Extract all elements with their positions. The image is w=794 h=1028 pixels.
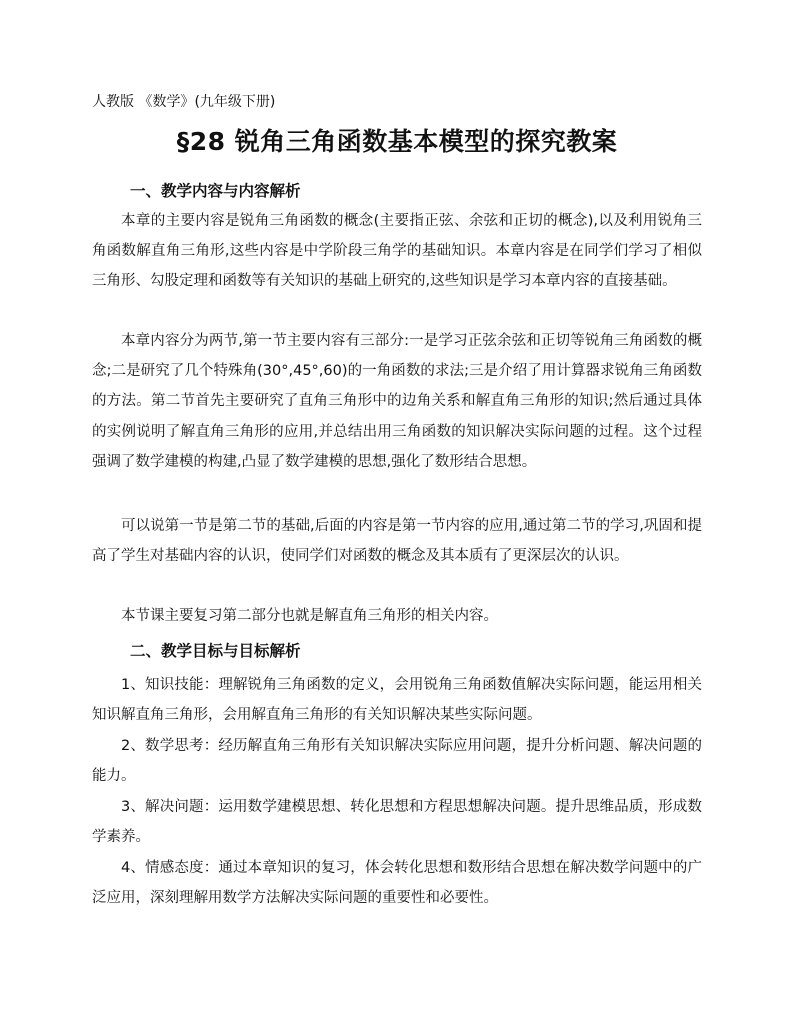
goal-item-problem-solving: 3、解决问题：运用数学建模思想、转化思想和方程思想解决问题。提升思维品质，形成数学素养。	[92, 799, 702, 846]
paragraph-content-intro: 本章的主要内容是锐角三角函数的概念(主要指正弦、余弦和正切的概念),以及利用锐角三角函数解直角三角形,这些内容是中学阶段三角学的基础知识。本章内容是在同学们学习了相似三角形、勾股定理和函数等有关知识的基础上研究的,这些知识是学习本章内容的直接基础。	[92, 213, 702, 290]
page-title: §28 锐角三角函数基本模型的探究教案	[176, 127, 618, 156]
goal-item-attitude: 4、情感态度：通过本章知识的复习，体会转化思想和数形结合思想在解决数学问题中的广泛应用，深刻理解用数学方法解决实际问题的重要性和必要性。	[92, 860, 702, 907]
paragraph-content-relation: 可以说第一节是第二节的基础,后面的内容是第一节内容的应用,通过第二节的学习,巩固和提高了学生对基础内容的认识，使同学们对函数的概念及其本质有了更深层次的认识。	[92, 518, 702, 565]
section-heading-goals: 二、教学目标与目标解析	[130, 642, 301, 660]
section-heading-content: 一、教学内容与内容解析	[130, 182, 301, 200]
goal-item-thinking: 2、数学思考：经历解直角三角形有关知识解决实际应用问题，提升分析问题、解决问题的能力。	[92, 738, 702, 785]
paragraph-content-focus: 本节课主要复习第二部分也就是解直角三角形的相关内容。	[121, 608, 498, 624]
goal-item-knowledge: 1、知识技能：理解锐角三角函数的定义，会用锐角三角函数值解决实际问题，能运用相关知识解直角三角形，会用解直角三角形的有关知识解决某些实际问题。	[92, 677, 702, 724]
paragraph-content-structure: 本章内容分为两节,第一节主要内容有三部分:一是学习正弦余弦和正切等锐角三角函数的概念;二是研究了几个特殊角(30°,45°,60)的一角函数的求法;三是介绍了用计算器求锐角三角函数的方法。第二节首先主要研究了直角三角形中的边角关系和解直角三角形的知识;然后通过具体的实例说明了解直角三角形的应用,并总结出用三角函数的知识解决实际问题的过程。这个过程强调了数学建模的构建,凸显了数学建模的思想,强化了数形结合思想。	[92, 333, 702, 470]
edition-line: 人教版 《数学》(九年级下册)	[92, 94, 276, 110]
